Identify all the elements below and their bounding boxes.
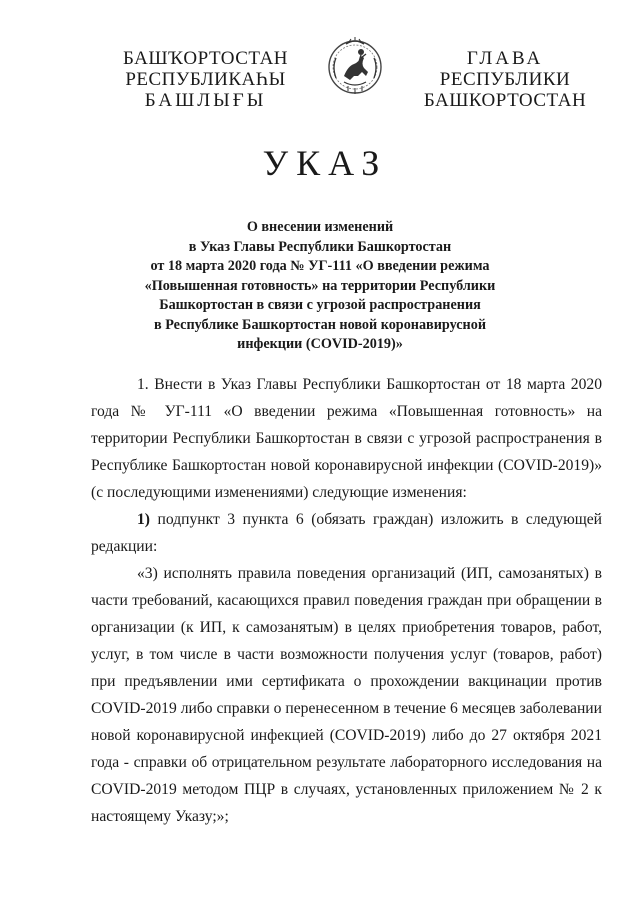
header-left-bashkir <box>108 48 303 111</box>
header-right-line-3: БАШКОРТОСТАН <box>423 90 587 111</box>
header-right-line-1: ГЛАВА <box>466 48 544 69</box>
subject-line: в Республике Башкортостан новой коронавирусной <box>153 316 486 333</box>
header-left-line-1: БАШҠОРТОСТАН <box>122 48 289 69</box>
subject-line: «Повышенная готовность» на территории Республики <box>144 277 496 294</box>
document-title: УКАЗ <box>262 143 388 183</box>
item-number: 1) <box>137 511 150 528</box>
header-right-russian <box>415 48 595 111</box>
body-paragraph-1: 1. Внести в Указ Главы Республики Башкортостан от 18 марта 2020 года № УГ-111 «О введении режима «Повышенная готовность» на территории Республики Башкортостан в связи с угрозой распространения в Республике Башкортостан новой коронавирусной инфекции (COVID-2019)» (с последующими изменениями) следующие изменения: <box>91 376 602 501</box>
item-text: подпункт 3 пункта 6 (обязать граждан) изложить в следующей редакции: <box>91 511 602 555</box>
subject-line: О внесении изменений <box>246 219 394 235</box>
subject-line: в Указ Главы Республики Башкортостан <box>188 238 452 255</box>
header-right-line-2: РЕСПУБЛИКИ <box>439 69 571 90</box>
subject-line: от 18 марта 2020 года № УГ-111 «О введении режима <box>150 258 490 274</box>
decree-subject <box>120 218 520 355</box>
body-paragraph-3: «3) исполнять правила поведения организаций (ИП, самозанятых) в части требований, касающихся правил поведения граждан при обращении в организации (к ИП, к самозанятым) в целях приобретения товаров, работ, услуг, в том числе в части возможности получения услуг (товаров, работ) при предъявлении ими сертификата о прохождении вакцинации против COVID-2019 либо справки о перенесенном в течение 6 месяцев заболевании новой коронавирусной инфекцией (COVID-2019) либо до 27 октября 2021 года - справки об отрицательном результате лабораторного исследования на COVID-2019 методом ПЦР в случаях, установленных приложением № 2 к настоящему Указу;»; <box>91 565 602 825</box>
header-left-line-2: РЕСПУБЛИКАҺЫ <box>125 69 286 90</box>
bashkortostan-coat-of-arms-icon <box>326 36 384 98</box>
body-paragraph-2 <box>91 506 602 560</box>
header-left-line-3: БАШЛЫҒЫ <box>144 90 267 111</box>
decree-body <box>91 371 602 830</box>
subject-line: инфекции (COVID-2019)» <box>237 336 403 352</box>
subject-line: Башкортостан в связи с угрозой распространения <box>159 297 481 313</box>
